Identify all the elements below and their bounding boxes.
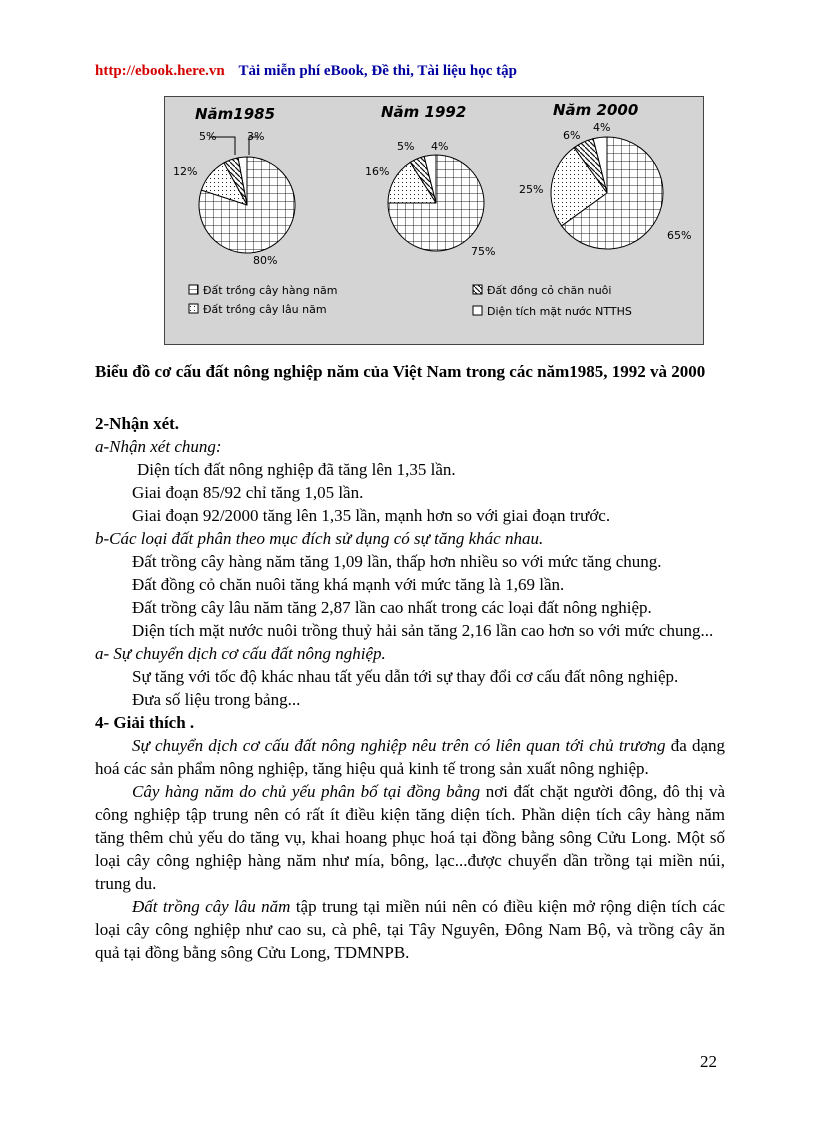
pie-percent-label: 4% bbox=[593, 121, 611, 134]
legend-aquaculture-swatch bbox=[473, 306, 482, 315]
body-text bbox=[95, 412, 725, 964]
pie-title: Năm 1992 bbox=[381, 103, 467, 121]
pie-title: Năm 2000 bbox=[553, 101, 639, 119]
section-4-p2-text: nơi đất chặt người đông, đô thị và công nghiệp tập trung nên có rất ít điều kiện tăng diện tích. Phần diện tích cây hàng năm tăng thêm chủ yếu do tăng vụ, khai hoang phục hoá tại đồng bằng sông Cửu Long. Một số loại cây công nghiệp hàng năm như mía, bông, lạc...được chuyển dần trồng tại miền núi, trung du. bbox=[95, 782, 725, 893]
pie-percent-label: 5% bbox=[199, 130, 217, 143]
section-4-paragraph-2 bbox=[95, 780, 725, 895]
page-number: 22 bbox=[700, 1052, 717, 1071]
section-2a-line: Giai đoạn 85/92 chỉ tăng 1,05 lần. bbox=[132, 483, 364, 502]
section-2a-line: Giai đoạn 92/2000 tăng lên 1,35 lần, mạnh hơn so với giai đoạn trước. bbox=[132, 506, 611, 525]
section-2c-line: Sự tăng với tốc độ khác nhau tất yếu dẫn tới sự thay đổi cơ cấu đất nông nghiệp. bbox=[132, 667, 679, 686]
pie-title: Năm1985 bbox=[195, 105, 276, 123]
section-4-p1-text: đa dạng hoá các sản phẩm nông nghiệp, tăng hiệu quả kinh tế trong sản xuất nông nghiệp. bbox=[95, 736, 726, 778]
pie-percent-label: 3% bbox=[247, 130, 265, 143]
figure-caption: Biểu đồ cơ cấu đất nông nghiệp năm của Việt Nam trong các năm1985, 1992 và 2000 bbox=[95, 362, 706, 381]
section-4-p3-emphasis: Đất trồng cây lâu năm bbox=[132, 897, 291, 916]
section-4-p3-text: tập trung tại miền núi nên có điều kiện mở rộng diện tích các loại cây công nghiệp như cao su, cà phê, tại Tây Nguyên, Đông Nam Bộ, và trồng cây ăn quả tại đồng bằng sông Cửu Long, TDMNPB. bbox=[95, 897, 725, 962]
pie-percent-label: 5% bbox=[397, 140, 415, 153]
legend-perennial-crops-label: Đất trồng cây lâu năm bbox=[203, 303, 327, 316]
pie-percent-label: 75% bbox=[471, 245, 496, 258]
section-2a-heading: a-Nhận xét chung: bbox=[95, 437, 222, 456]
section-4-p1-emphasis: Sự chuyển dịch cơ cấu đất nông nghiệp nêu trên có liên quan tới chủ trương bbox=[132, 736, 666, 755]
pie-percent-label: 12% bbox=[173, 165, 198, 178]
section-4-paragraph-1 bbox=[95, 734, 725, 780]
legend-pasture-swatch bbox=[473, 285, 482, 294]
header-url-link[interactable]: http://ebook.here.vn bbox=[95, 63, 225, 79]
pie-percent-label: 25% bbox=[519, 183, 544, 196]
legend-annual-crops-swatch bbox=[189, 285, 198, 294]
legend-pasture-label: Đất đồng cỏ chăn nuôi bbox=[487, 284, 612, 297]
pie-charts-svg bbox=[165, 97, 703, 344]
section-2a-line: Diện tích đất nông nghiệp đã tăng lên 1,35 lần. bbox=[137, 460, 456, 479]
page-header bbox=[95, 63, 517, 80]
section-2-heading: 2-Nhận xét. bbox=[95, 414, 180, 433]
legend-perennial-crops-swatch bbox=[189, 304, 198, 313]
section-4-p2-emphasis: Cây hàng năm do chủ yếu phân bố tại đồng bằng bbox=[132, 782, 481, 801]
pie-percent-label: 65% bbox=[667, 229, 692, 242]
pie-percent-label: 4% bbox=[431, 140, 449, 153]
section-4-paragraph-3 bbox=[95, 895, 725, 964]
header-promo-text: Tải miễn phí eBook, Đề thi, Tài liệu học tập bbox=[238, 63, 517, 79]
pie-percent-label: 80% bbox=[253, 254, 278, 267]
pie-percent-label: 6% bbox=[563, 129, 581, 142]
section-2c-line: Đưa số liệu trong bảng... bbox=[132, 690, 301, 709]
section-2b-line: Đất trồng cây lâu năm tăng 2,87 lần cao nhất trong các loại đất nông nghiệp. bbox=[132, 598, 652, 617]
section-2c-heading: a- Sự chuyển dịch cơ cấu đất nông nghiệp. bbox=[95, 644, 386, 663]
pie-percent-label: 16% bbox=[365, 165, 390, 178]
section-2b-heading: b-Các loại đất phân theo mục đích sử dụng có sự tăng khác nhau. bbox=[95, 529, 544, 548]
section-2b-line: Đất trồng cây hàng năm tăng 1,09 lần, thấp hơn nhiều so với mức tăng chung. bbox=[132, 552, 662, 571]
pie-charts-figure bbox=[164, 96, 704, 345]
section-2b-line: Diện tích mặt nước nuôi trồng thuỷ hải sản tăng 2,16 lần cao hơn so với mức chung... bbox=[132, 621, 714, 640]
legend-annual-crops-label: Đất trồng cây hàng năm bbox=[203, 284, 338, 297]
section-4-heading: 4- Giải thích . bbox=[95, 713, 195, 732]
legend-aquaculture-label: Diện tích mặt nước NTTHS bbox=[487, 305, 632, 318]
section-2b-line: Đất đồng cỏ chăn nuôi tăng khá mạnh với mức tăng là 1,69 lần. bbox=[132, 575, 565, 594]
